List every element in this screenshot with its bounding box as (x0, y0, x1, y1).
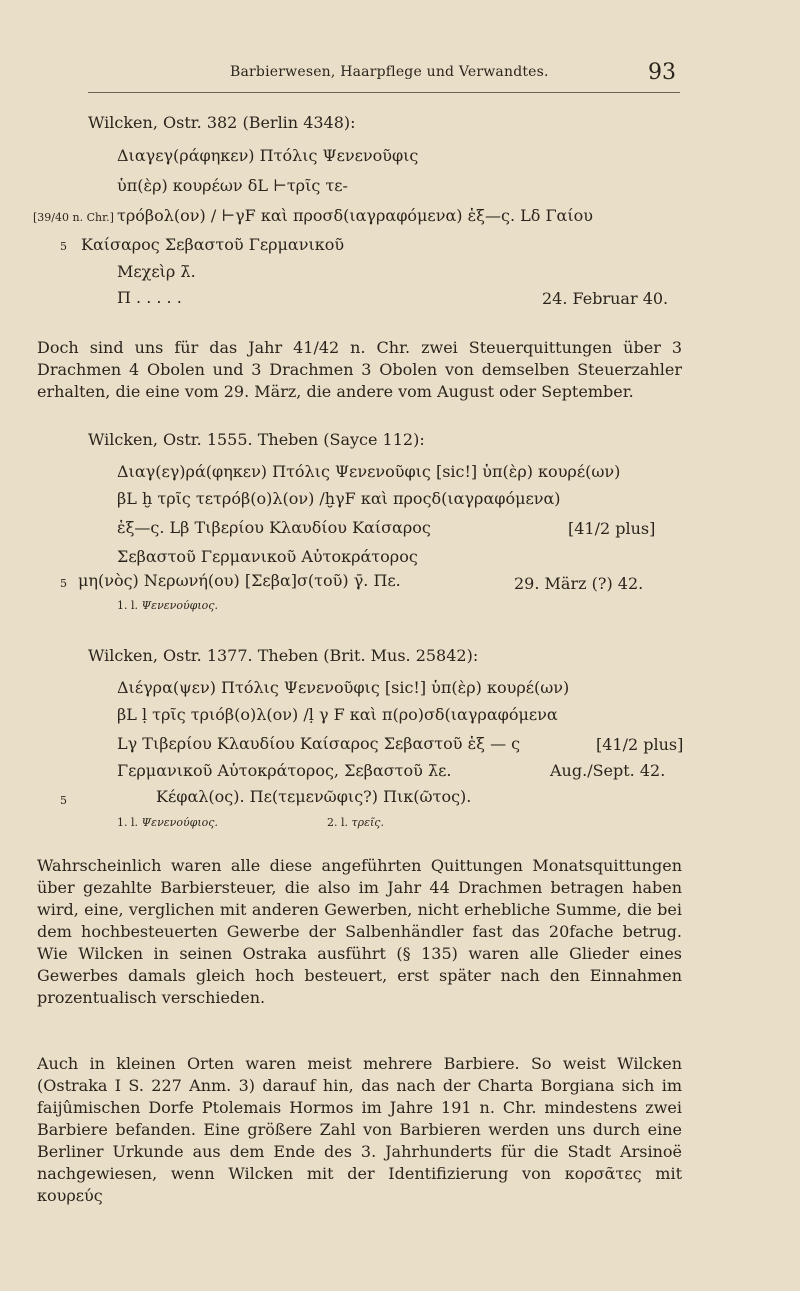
running-header (0, 60, 800, 88)
citation-source: Wilcken, Ostr. 1377. Theben (Brit. Mus. 25842): (88, 646, 479, 665)
body-paragraph (37, 1053, 682, 1207)
greek-line: βL ḷ τρῖς τριόβ(ο)λ(ον) /ḷ γ F καὶ π(ρο)σδ(ιαγραφόμενα (117, 705, 558, 724)
greek-line: τρόβολ(ον) / ⊢γF καὶ προσδ(ιαγραφόμενα) ἑξ—ς. Lδ Γαίου (117, 206, 593, 225)
date: 24. Februar 40. (542, 289, 669, 308)
body-paragraph (37, 337, 682, 403)
footnote (117, 816, 218, 829)
citation-source: Wilcken, Ostr. 382 (Berlin 4348): (88, 113, 356, 132)
greek-line: Διαγεγ(ράφηκεν) Πτόλις Ψενενοῦφις (117, 146, 419, 165)
footnote-label: 2. l. (327, 816, 349, 829)
greek-line: Σεβαστοῦ Γερμανικοῦ Αὐτοκράτορος (117, 547, 418, 566)
greek-line: Κέφαλ(ος). Πε(τεμενῶφις?) Πικ(ῶτος). (156, 787, 472, 806)
citation-source: Wilcken, Ostr. 1555. Theben (Sayce 112): (88, 430, 425, 449)
greek-line: Καίσαρος Σεβαστοῦ Γερμανικοῦ (81, 235, 345, 254)
date: 29. März (?) 42. (514, 574, 644, 593)
footnote-text: Ψενενούφιος. (141, 816, 218, 829)
paragraph-text: Wahrscheinlich waren alle diese angeführten Quittungen Monatsquittungen über gezahlte Barbiersteuer, die also im Jahr 44 Drachmen betragen haben wird, eine, verglichen mit anderen Gewerben, nicht erhebliche Summe, die bei dem hochbesteuerten Gewerbe der Salbenhändler fast das 20fache betrug. Wie Wilcken in seinen Ostraka ausführt (§ 135) waren alle Glieder eines Gewerbes damals gleich hoch besteuert, erst später nach den Einnahmen prozentualisch verschieden. (37, 856, 682, 1007)
greek-line: Διαγ(εγ)ρά(φηκεν) Πτόλις Ψενενοῦφις [sic!] ὑπ(ὲρ) κουρέ(ων) (117, 462, 621, 481)
footnote-text: τρεῖς. (351, 816, 384, 829)
line-number: 5 (60, 240, 67, 253)
greek-line: Γερμανικοῦ Αὐτοκράτορος, Σεβαστοῦ λ̄ε. (117, 761, 452, 780)
page-number: 93 (648, 60, 676, 85)
greek-line: ὑπ(ὲρ) κουρέων δL ⊢τρῖς τε- (117, 176, 348, 195)
greek-line: μη(νὸς) Νερωνή(ου) [Σεβα]σ(τοῦ) γ̄. Πε. (78, 571, 401, 590)
greek-line: Lγ Τιβερίου Κλαυδίου Καίσαρος Σεβαστοῦ ἑξ — ς (117, 734, 521, 753)
paragraph-text: Doch sind uns für das Jahr 41/42 n. Chr. zwei Steuerquittungen über 3 Drachmen 4 Obolen und 3 Drachmen 3 Obolen von demselben Steuerzahler erhalten, die eine vom 29. März, die andere vom August oder September. (37, 338, 682, 401)
running-title: Barbierwesen, Haarpflege und Verwandtes. (230, 64, 549, 80)
margin-date: [39/40 n. Chr.] (33, 211, 114, 224)
footnote-label: 1. l. (117, 816, 139, 829)
bracket-note: [41/2 plus] (568, 519, 656, 538)
body-paragraph (37, 855, 682, 1009)
footnote (327, 816, 384, 829)
footnote-text: Ψενενούφιος. (141, 599, 218, 612)
bracket-note: [41/2 plus] (596, 735, 684, 754)
greek-line: ἑξ—ς. Lβ Τιβερίου Κλαυδίου Καίσαρος (117, 518, 431, 537)
paragraph-text: Auch in kleinen Orten waren meist mehrere Barbiere. So weist Wilcken (Ostraka I S. 227 Anm. 3) darauf hin, das nach der Charta Borgiana sich im faijûmischen Dorfe Ptolemais Hormos im Jahre 191 n. Chr. mindestens zwei Barbiere befanden. Eine größere Zahl von Barbieren werden uns durch eine Berliner Urkunde aus dem Ende des 3. Jahrhunderts für die Stadt Arsinoë nachgewiesen, wenn Wilcken mit der Identifizierung von κορσᾶτες mit κουρεύς (37, 1054, 682, 1205)
greek-line: βL ḫ τρῖς τετρόβ(ο)λ(ον) /ḫγF καὶ προςδ(ιαγραφόμενα) (117, 489, 561, 508)
footnote (117, 599, 218, 612)
greek-line: Μεχεὶρ λ̄. (117, 262, 196, 281)
header-rule (88, 92, 680, 93)
greek-line: Π . . . . . (117, 288, 182, 307)
date: Aug./Sept. 42. (550, 761, 666, 780)
line-number: 5 (60, 794, 67, 807)
line-number: 5 (60, 577, 67, 590)
footnote-label: 1. l. (117, 599, 139, 612)
greek-line: Διέγρα(ψεν) Πτόλις Ψενενοῦφις [sic!] ὑπ(ὲρ) κουρέ(ων) (117, 678, 570, 697)
